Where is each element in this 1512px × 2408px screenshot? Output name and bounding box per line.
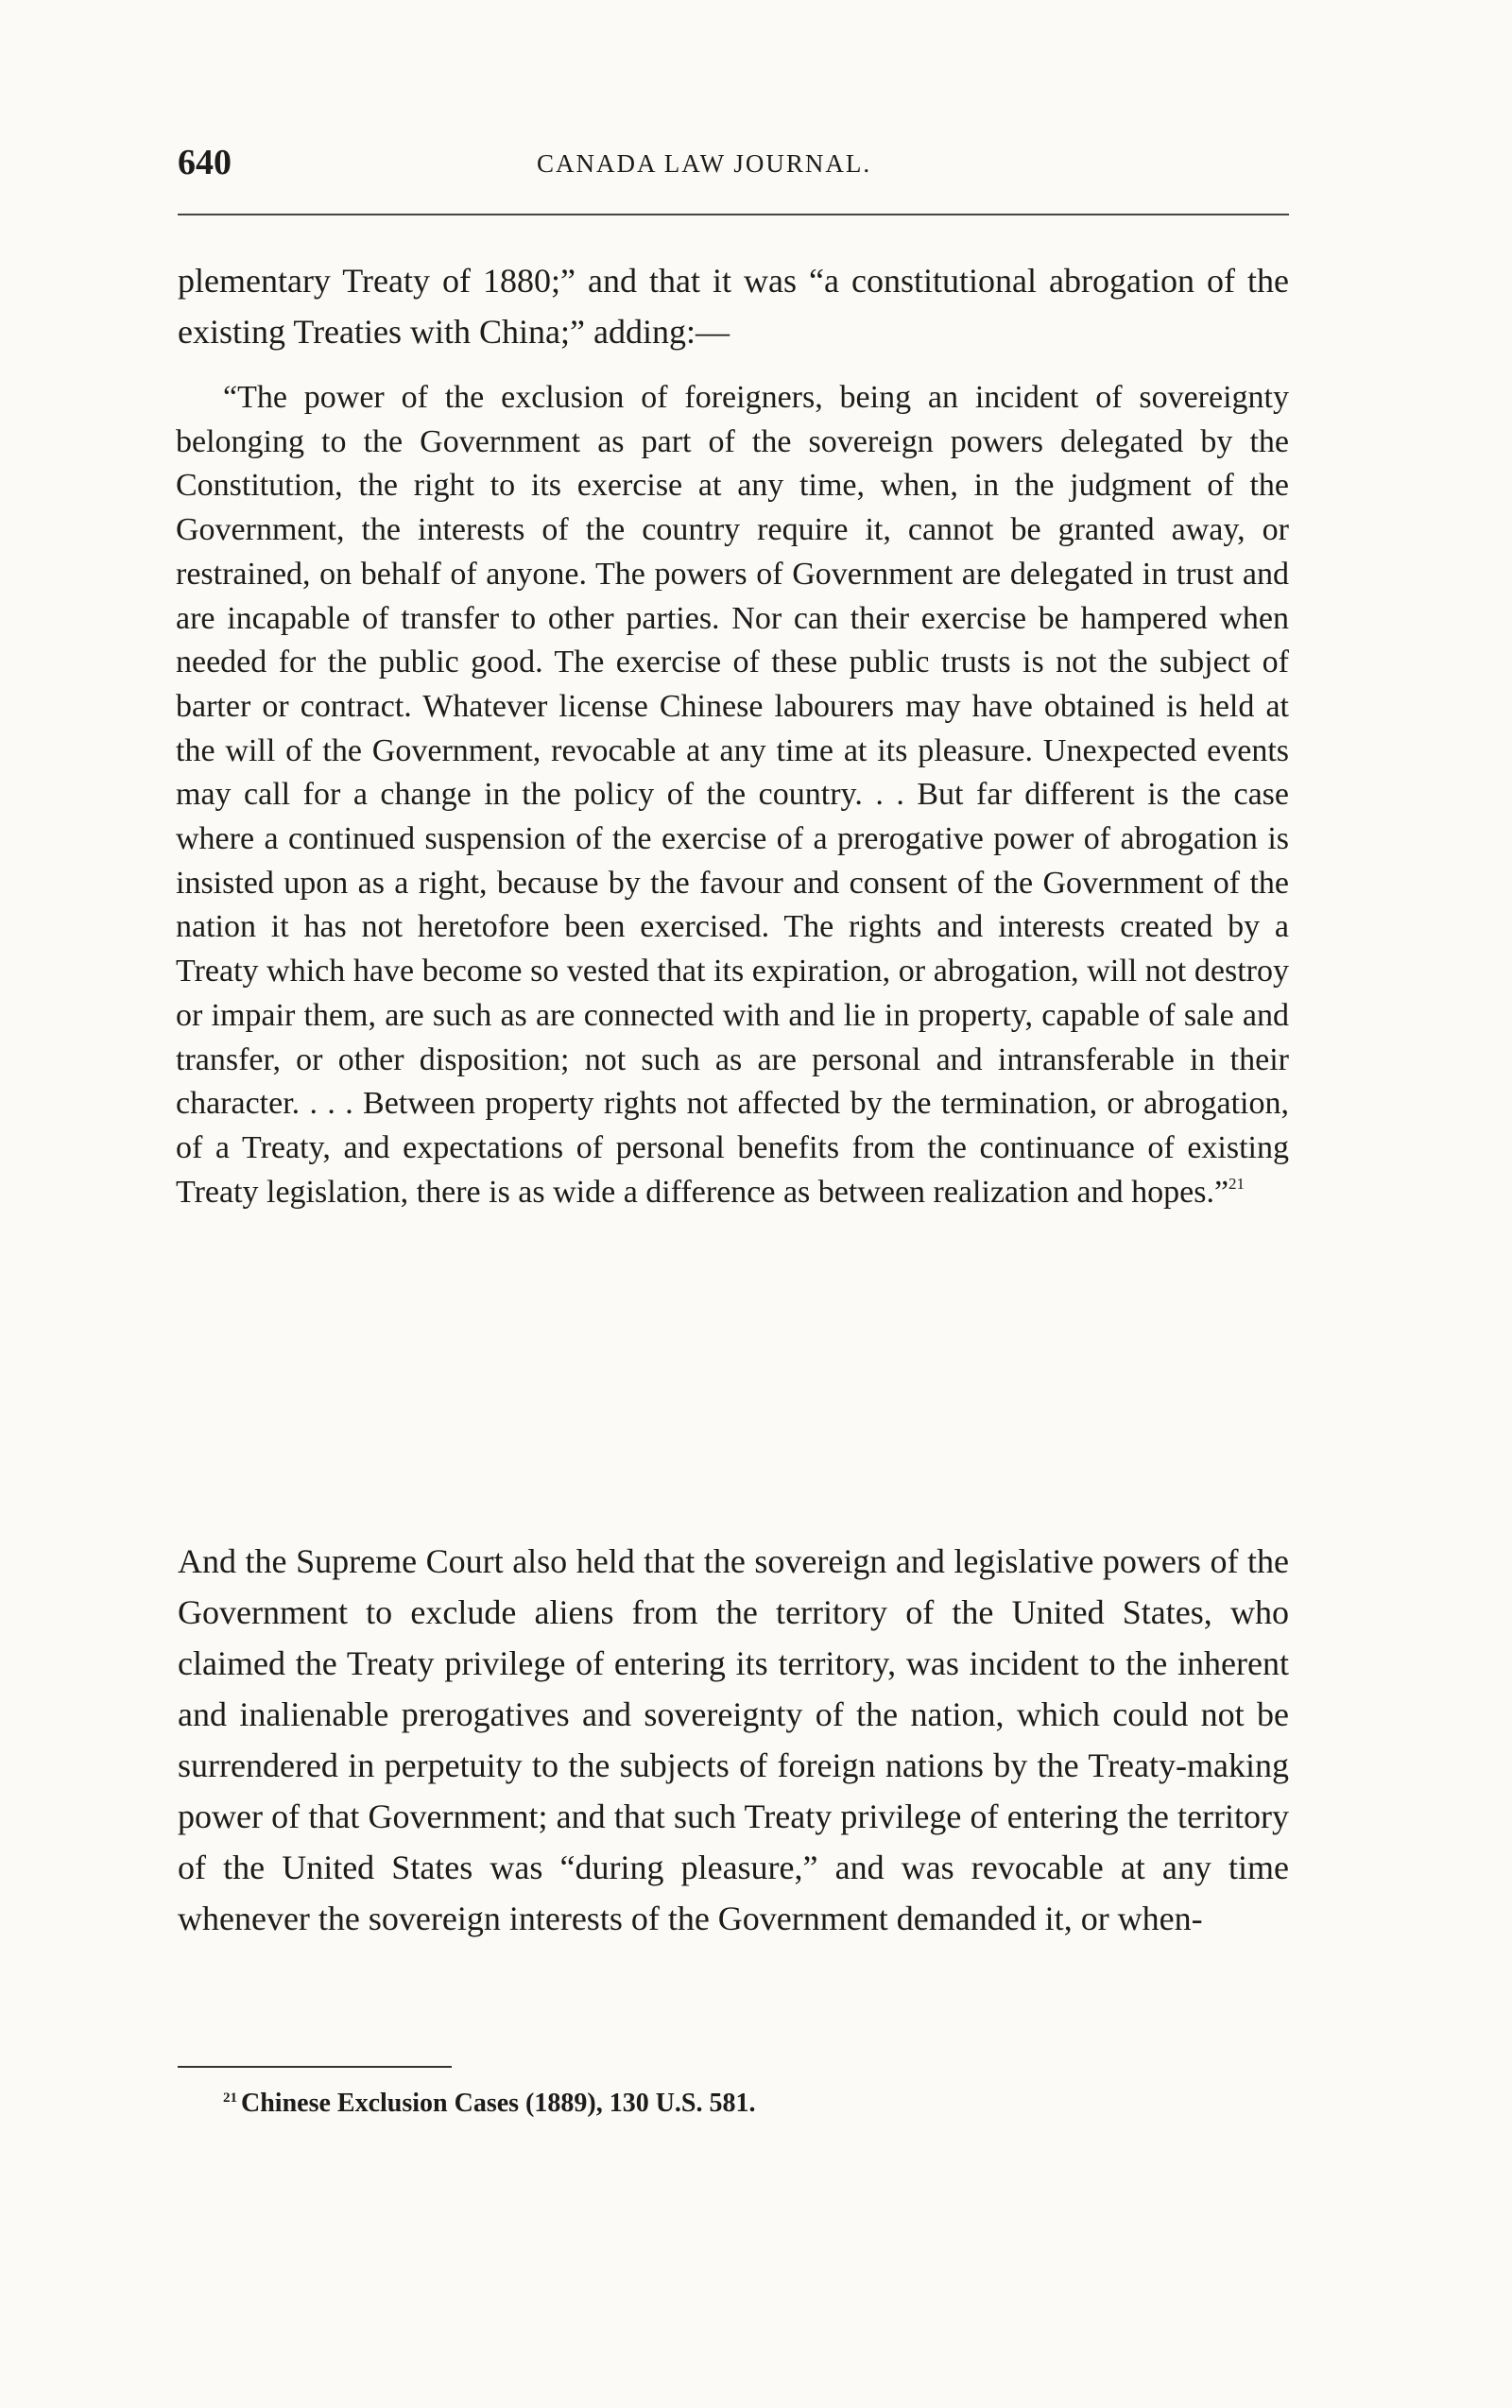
footnote-text: Chinese Exclusion Cases (1889), 130 U.S. 581.: [241, 2089, 756, 2118]
block-quote: [176, 376, 1289, 1214]
block-quote-text: “The power of the exclusion of foreigners, being an incident of sovereignty belonging to the Government as part of the sovereign powers delegated by the Constitution, the right to its exercise at any time, when, in the judgment of the Government, the interests of the country require it, cannot be granted away, or restrained, on behalf of anyone. The powers of Government are delegated in trust and are incapable of transfer to other parties. Nor can their exercise be hampered when needed for the public good. The exercise of these public trusts is not the subject of barter or contract. Whatever license Chinese labourers may have obtained is held at the will of the Government, revocable at any time at its pleasure. Unexpected events may call for a change in the policy of the country. . . But far different is the case where a continued suspension of the exercise of a prerogative power of abrogation is insisted upon as a right, because by the favour and consent of the Government of the nation it has not heretofore been exercised. The rights and interests created by a Treaty which have become so vested that its expiration, or abrogation, will not destroy or impair them, are such as are connected with and lie in property, capable of sale and transfer, or other disposition; not such as are personal and intransferable in their character. . . . Between property rights not affected by the termination, or abrogation, of a Treaty, and expectations of personal benefits from the continuance of existing Treaty legislation, there is as wide a difference as between realization and hopes.”: [176, 380, 1289, 1210]
body-paragraph-2: And the Supreme Court also held that the sovereign and legislative powers of the Government to exclude aliens from the territory of the United States, who claimed the Treaty privilege of entering its territory, was incident to the inherent and inalienable prerogatives and sovereignty of the nation, which could not be surrendered in perpetuity to the subjects of foreign nations by the Treaty-making power of that Government; and that such Treaty privilege of entering the territory of the United States was “during pleasure,” and was revocable at any time whenever the sovereign interests of the Government demanded it, or when-: [178, 1542, 1289, 1937]
header-rule: [178, 214, 1289, 215]
page-number: 640: [178, 143, 232, 182]
footnote-reference: 21: [1228, 1174, 1246, 1193]
page-header: [178, 142, 1289, 189]
body-paragraph-1: plementary Treaty of 1880;” and that it was “a constitutional abrogation of the existing Treaties with China;” adding:—: [178, 262, 1289, 351]
footnote: [223, 2089, 755, 2119]
running-head: CANADA LAW JOURNAL.: [537, 149, 872, 178]
footnote-rule: [178, 2066, 452, 2068]
footnote-mark: 21: [223, 2090, 237, 2106]
